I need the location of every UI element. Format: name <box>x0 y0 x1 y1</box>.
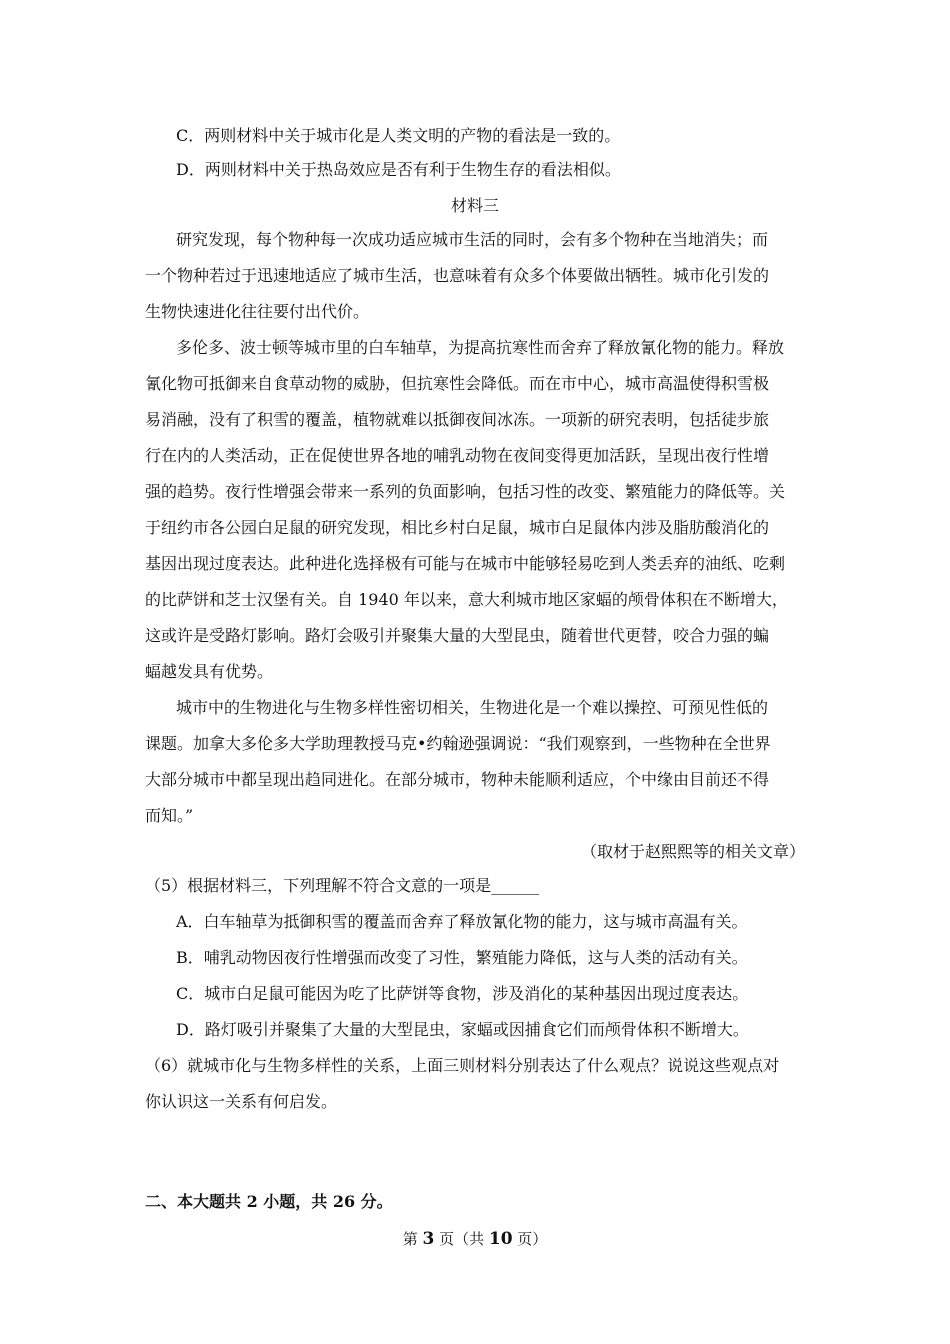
source-citation: （取材于赵熙熙等的相关文章） <box>580 842 805 861</box>
total-page-number: 10 <box>488 1229 513 1249</box>
section-heading: 二、本大题共 2 小题，共 26 分。 <box>145 1192 393 1211</box>
paragraph-line: 一个物种若过于迅速地适应了城市生活，也意味着有众多个体要做出牺牲。城市化引发的 <box>145 266 770 285</box>
q5-option-d: D．路灯吸引并聚集了大量的大型昆虫，家蝠或因捕食它们而颅骨体积不断增大。 <box>176 1020 749 1039</box>
paragraph-line: 的比萨饼和芝士汉堡有关。自 1940 年以来，意大利城市地区家蝠的颅骨体积在不断增大， <box>145 590 788 609</box>
paragraph-line: 于纽约市各公园白足鼠的研究发现，相比乡村白足鼠，城市白足鼠体内涉及脂肪酸消化的 <box>145 518 770 537</box>
paragraph-line: 大部分城市中都呈现出趋同进化。在部分城市，物种未能顺利适应，个中缘由目前还不得 <box>145 770 770 789</box>
q5-option-a: A．白车轴草为抵御积雪的覆盖而舍弃了释放氰化物的能力，这与城市高温有关。 <box>176 912 748 931</box>
paragraph-line: 易消融，没有了积雪的覆盖，植物就难以抵御夜间冰冻。一项新的研究表明，包括徒步旅 <box>145 410 770 429</box>
footer-suffix: 页） <box>512 1230 548 1248</box>
paragraph-line: 城市中的生物进化与生物多样性密切相关，生物进化是一个难以操控、可预见性低的 <box>176 698 769 717</box>
paragraph-line: 蝠越发具有优势。 <box>145 662 274 681</box>
material-three-title: 材料三 <box>450 196 499 215</box>
paragraph-line: 生物快速进化往往要付出代价。 <box>145 302 370 321</box>
paragraph-line: 强的趋势。夜行性增强会带来一系列的负面影响，包括习性的改变、繁殖能力的降低等。关 <box>145 482 786 501</box>
footer-prefix: 第 <box>402 1230 423 1248</box>
paragraph-line: 行在内的人类活动，正在促使世界各地的哺乳动物在夜间变得更加活跃，呈现出夜行性增 <box>145 446 770 465</box>
paragraph-line: 多伦多、波士顿等城市里的白车轴草，为提高抗寒性而舍弃了释放氰化物的能力。释放 <box>176 338 785 357</box>
page-footer <box>0 1229 950 1249</box>
current-page-number: 3 <box>422 1229 435 1249</box>
question-6-line: 你认识这一关系有何启发。 <box>145 1092 338 1111</box>
q5-option-b: B．哺乳动物因夜行性增强而改变了习性，繁殖能力降低，这与人类的活动有关。 <box>176 948 748 967</box>
question-5-stem: （5）根据材料三，下列理解不符合文意的一项是______ <box>145 876 540 895</box>
paragraph-line: 课题。加拿大多伦多大学助理教授马克•约翰逊强调说：“我们观察到，一些物种在全世界 <box>145 734 771 753</box>
paragraph-line: 研究发现，每个物种每一次成功适应城市生活的同时，会有多个物种在当地消失；而 <box>176 230 769 249</box>
footer-middle: 页（共 <box>434 1230 489 1248</box>
paragraph-line: 基因出现过度表达。此种进化选择极有可能与在城市中能够轻易吃到人类丢弃的油纸、吃剩 <box>145 554 786 573</box>
option-c-prev: C．两则材料中关于城市化是人类文明的产物的看法是一致的。 <box>176 126 621 145</box>
option-d-prev: D．两则材料中关于热岛效应是否有利于生物生存的看法相似。 <box>176 160 621 179</box>
paragraph-line: 这或许是受路灯影响。路灯会吸引并聚集大量的大型昆虫，随着世代更替，咬合力强的蝙 <box>145 626 770 645</box>
paragraph-line: 而知。” <box>145 806 194 825</box>
q5-option-c: C．城市白足鼠可能因为吃了比萨饼等食物，涉及消化的某种基因出现过度表达。 <box>176 984 749 1003</box>
paragraph-line: 氰化物可抵御来自食草动物的威胁，但抗寒性会降低。而在市中心，城市高温使得积雪极 <box>145 374 770 393</box>
question-6-line: （6）就城市化与生物多样性的关系，上面三则材料分别表达了什么观点？说说这些观点对 <box>145 1056 780 1075</box>
